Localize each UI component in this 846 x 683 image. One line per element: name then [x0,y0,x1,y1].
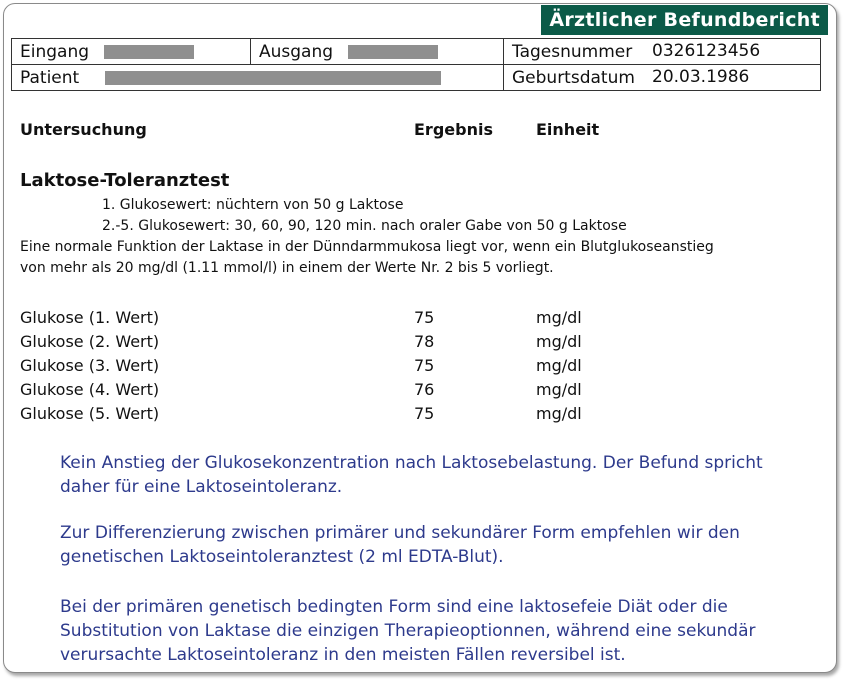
result-name: Glukose (2. Wert) [20,332,160,351]
col-ergebnis: Ergebnis [414,120,493,139]
note-line-1: 1. Glukosewert: nüchtern von 50 g Laktose [102,197,404,213]
patient-redacted [105,71,441,85]
description-line-1: Eine normale Funktion der Laktase in der Dünndarmmukosa liegt vor, wenn ein Blutglukoseanstieg [20,239,714,255]
result-unit: mg/dl [536,308,582,327]
result-value: 75 [414,356,435,375]
result-unit: mg/dl [536,332,582,351]
col-einheit: Einheit [536,120,600,139]
eingang-cell [12,39,251,65]
finding-paragraph-1: Kein Anstieg der Glukosekonzentration nach Laktosebelastung. Der Befund spricht daher für eine Laktoseintoleranz. [60,453,763,497]
ausgang-redacted [348,45,438,59]
patient-label: Patient [20,67,80,88]
finding-paragraph-3: Bei der primären genetisch bedingten Form sind eine laktosefeie Diät oder die Substitution von Laktase die einzigen Therapieoptionnen, während eine sekundär verursachte Laktoseintoleranz in den meisten Fällen reversibel ist. [60,597,756,665]
result-name: Glukose (4. Wert) [20,380,160,399]
result-unit: mg/dl [536,356,582,375]
eingang-label: Eingang [20,41,90,62]
tagesnummer-label: Tagesnummer [512,41,633,62]
patient-cell [12,65,504,91]
result-value: 75 [414,308,435,327]
result-value: 76 [414,380,435,399]
geburtsdatum-cell [504,65,821,91]
col-untersuchung: Untersuchung [20,120,147,139]
patient-info-table [11,38,821,91]
finding-paragraph-2: Zur Differenzierung zwischen primärer und sekundärer Form empfehlen wir den genetischen Laktoseintoleranztest (2 ml EDTA-Blut). [60,523,740,567]
result-unit: mg/dl [536,404,582,423]
result-unit: mg/dl [536,380,582,399]
geburtsdatum-value: 20.03.1986 [652,67,750,87]
result-value: 75 [414,404,435,423]
result-name: Glukose (3. Wert) [20,356,160,375]
result-name: Glukose (1. Wert) [20,308,160,327]
ausgang-cell [251,39,504,65]
report-title: Ärztlicher Befundbericht [541,5,828,35]
result-name: Glukose (5. Wert) [20,404,160,423]
eingang-redacted [104,45,194,59]
tagesnummer-value: 0326123456 [652,41,761,61]
section-title: Laktose-Toleranztest [20,170,230,191]
note-line-2: 2.-5. Glukosewert: 30, 60, 90, 120 min. nach oraler Gabe von 50 g Laktose [102,218,627,234]
tagesnummer-cell [504,39,821,65]
geburtsdatum-label: Geburtsdatum [512,67,635,88]
description-line-2: von mehr als 20 mg/dl (1.11 mmol/l) in einem der Werte Nr. 2 bis 5 vorliegt. [20,260,554,276]
result-value: 78 [414,332,435,351]
ausgang-label: Ausgang [259,41,334,62]
